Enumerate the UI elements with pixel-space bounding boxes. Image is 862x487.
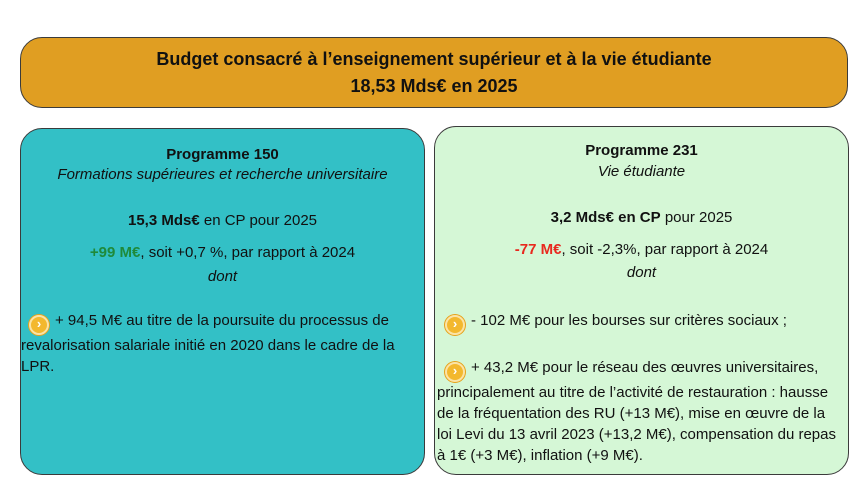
programme-150-change-suffix: , soit +0,7 %, par rapport à 2024 — [140, 244, 356, 261]
programme-150-bullet-item — [21, 310, 413, 377]
programme-150-title: Programme 150 — [166, 146, 279, 163]
programme-150-change-value: +99 M€ — [89, 244, 141, 261]
programme-150-box — [20, 128, 425, 475]
chevron-right-circle-icon: › — [445, 315, 465, 335]
programme-231-amount-value: 3,2 Mds€ en CP — [550, 209, 661, 226]
programme-231-bullet-text: - 102 M€ pour les bourses sur critères sociaux ; — [471, 312, 787, 329]
programme-150-amount-suffix: en CP pour 2025 — [199, 212, 318, 229]
programme-231-change-suffix: , soit -2,3%, par rapport à 2024 — [561, 241, 769, 258]
programme-231-dont: dont — [626, 264, 657, 281]
programme-150-amount-value: 15,3 Mds€ — [127, 212, 200, 229]
programme-231-box — [434, 126, 849, 475]
programme-150-dont: dont — [207, 268, 238, 285]
programme-231-bullet-item — [437, 357, 842, 466]
programme-150-change — [21, 242, 424, 263]
programme-150-amount — [21, 210, 424, 231]
header-subtitle: 18,53 Mds€ en 2025 — [350, 75, 518, 96]
programme-231-amount — [435, 207, 848, 228]
budget-header — [20, 37, 848, 108]
programme-231-bullet-text: + 43,2 M€ pour le réseau des œuvres universitaires, principalement au titre de l’activité de restauration : hausse de la fréquentation des RU (+13 M€), mise en œuvre de la loi Levi du 13 avril 2023 (+13,2 M€), compensation du repas à 1€ (+3 M€), inflation (+9 M€). — [437, 359, 836, 464]
programme-231-bullet-item — [437, 310, 842, 335]
chevron-right-circle-icon: › — [445, 362, 465, 382]
programme-231-amount-suffix: pour 2025 — [660, 209, 733, 226]
header-title: Budget consacré à l’enseignement supérieur et à la vie étudiante — [156, 48, 712, 69]
programme-231-name: Vie étudiante — [597, 163, 686, 180]
programme-231-title: Programme 231 — [585, 142, 698, 159]
programme-231-change-value: -77 M€ — [514, 241, 562, 258]
programme-231-change — [435, 239, 848, 260]
programme-150-bullet-text: + 94,5 M€ au titre de la poursuite du processus de revalorisation salariale initié en 2020 dans le cadre de la LPR. — [21, 312, 395, 375]
programme-150-name: Formations supérieures et recherche universitaire — [57, 166, 388, 183]
chevron-right-circle-icon: › — [29, 315, 49, 335]
